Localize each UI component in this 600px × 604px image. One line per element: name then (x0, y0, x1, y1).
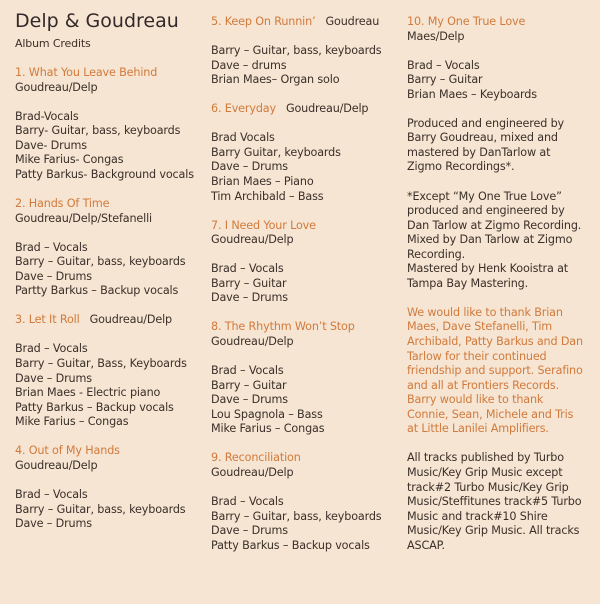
track-credit-block (15, 444, 210, 546)
credit-line: Brad – Vocals (211, 495, 284, 509)
track-title: 4. Out of My Hands (15, 444, 120, 458)
credit-line: Mike Farius – Congas (211, 422, 325, 436)
spacer (15, 226, 210, 241)
note-line: track#2 Turbo Music/Key Grip (407, 480, 569, 494)
credit-line: Brian Maes - Electric piano (15, 386, 161, 400)
track-title: 1. What You Leave Behind (15, 66, 158, 80)
note-line: friendship and support. Serafino (407, 364, 583, 378)
credit-line: Patty Barkus – Backup vocals (15, 400, 174, 414)
spacer (211, 306, 406, 321)
credit-line: Lou Spagnola – Bass (211, 407, 323, 421)
track-credit-block (15, 197, 210, 313)
credit-line: Mike Farius- Congas (15, 153, 124, 167)
note-line: Produced and engineered by (407, 116, 564, 130)
credit-line: Brian Maes – Keyboards (407, 87, 537, 101)
credit-line: Barry – Guitar, bass, keyboards (15, 255, 186, 269)
note-line: Music/Key Grip Music except (407, 465, 563, 479)
note-line: ASCAP. (407, 538, 445, 552)
note-line: Barry would like to thank (407, 393, 544, 407)
track-heading (15, 313, 210, 328)
spacer (407, 553, 600, 568)
track-credit-block (211, 15, 406, 102)
spacer (407, 175, 600, 190)
credit-line: Patty Barkus – Backup vocals (211, 538, 370, 552)
track-title: 7. I Need Your Love (211, 218, 316, 232)
spacer (407, 102, 600, 117)
note-line: *Except “My One True Love” (407, 189, 562, 203)
credit-line: Barry Guitar, keyboards (211, 145, 341, 159)
note-line: Recording. (407, 247, 466, 261)
spacer (211, 204, 406, 219)
track-heading (211, 15, 406, 30)
spacer (407, 291, 600, 306)
spacer (15, 430, 210, 445)
spacer (211, 30, 406, 45)
credit-line: Dave- Drums (15, 138, 87, 152)
track-title: 5. Keep On Runnin’ (211, 15, 316, 28)
track-writers: Goudreau/Delp (211, 335, 294, 349)
note-line: Dan Tarlow at Zigmo Recording. (407, 218, 582, 232)
credit-line: Partty Barkus – Backup vocals (15, 284, 179, 298)
track-credit-block (407, 15, 600, 117)
spacer (211, 248, 406, 263)
credit-line: Patty Barkus- Background vocals (15, 167, 194, 181)
spacer (407, 44, 600, 59)
album-subtitle: Album Credits (15, 37, 91, 50)
credit-line: Brad – Vocals (407, 58, 480, 72)
note-line: and all at Frontiers Records. (407, 378, 559, 392)
note-line: produced and engineered by (407, 204, 565, 218)
note-line: Music/Key Grip Music. All tracks (407, 524, 580, 538)
credit-line: Brian Maes – Piano (211, 175, 314, 189)
spacer (211, 437, 406, 452)
track-writers: Goudreau/Delp/Stefanelli (15, 211, 152, 225)
notes-paragraph (407, 117, 600, 190)
credit-line: Dave – drums (211, 58, 287, 72)
credit-line: Dave – Drums (211, 524, 288, 538)
spacer (211, 117, 406, 132)
track-title: 3. Let It Roll (15, 313, 80, 327)
credit-line: Barry – Guitar, bass, keyboards (211, 509, 382, 523)
track-title: 10. My One True Love (407, 15, 526, 28)
note-line: Archibald, Patty Barkus and Dan (407, 335, 583, 349)
track-credit-block (15, 313, 210, 444)
spacer (15, 95, 210, 110)
note-line: All tracks published by Turbo (407, 451, 564, 465)
credits-column-3 (407, 15, 600, 568)
track-heading (211, 102, 406, 117)
track-credit-block (211, 320, 406, 451)
track-writers: Goudreau/Delp (211, 465, 294, 479)
thanks-paragraph (407, 306, 600, 451)
note-line: Connie, Sean, Michele and Tris (407, 407, 574, 421)
credit-line: Brad – Vocals (15, 240, 88, 254)
note-line: mastered by DanTarlow at (407, 145, 551, 159)
track-title: 8. The Rhythm Won’t Stop (211, 320, 355, 334)
credits-column-1 (15, 10, 210, 546)
credit-line: Brian Maes– Organ solo (211, 73, 340, 87)
spacer (15, 328, 210, 343)
credit-line: Barry – Guitar (407, 73, 483, 87)
track-writers: Goudreau (325, 15, 380, 28)
note-line: Music and track#10 Shire (407, 509, 548, 523)
track-writers: Goudreau/Delp (285, 102, 369, 116)
spacer (15, 299, 210, 314)
track-credit-block (15, 66, 210, 197)
credit-line: Mike Farius – Congas (15, 415, 129, 429)
credit-line: Brad – Vocals (15, 342, 88, 356)
note-line: We would like to thank Brian (407, 305, 563, 319)
note-line: Zigmo Recordings*. (407, 160, 515, 174)
track-writers: Goudreau/Delp (89, 313, 172, 327)
track-credit-block (211, 219, 406, 321)
note-line: Maes, Dave Stefanelli, Tim (407, 320, 553, 334)
spacer (15, 473, 210, 488)
track-credit-block (211, 451, 406, 567)
track-title: 2. Hands Of Time (15, 197, 110, 211)
credit-line: Barry – Guitar (211, 276, 287, 290)
credit-line: Barry – Guitar, bass, keyboards (211, 44, 382, 58)
note-line: at Little Lanilei Amplifiers. (407, 422, 549, 436)
credit-line: Tim Archibald – Bass (211, 189, 324, 203)
credit-line: Barry- Guitar, bass, keyboards (15, 124, 181, 138)
spacer (211, 481, 406, 496)
credit-line: Dave – Drums (15, 269, 92, 283)
track-writers: Goudreau/Delp (211, 233, 294, 247)
credits-column-2 (211, 15, 406, 568)
credit-line: Dave – Drums (15, 517, 92, 531)
note-line: Mastered by Henk Kooistra at (407, 262, 569, 276)
track-writers: Goudreau/Delp (15, 458, 98, 472)
note-line: Music/Steffitunes track#5 Turbo (407, 495, 582, 509)
credit-line: Dave – Drums (211, 160, 288, 174)
album-title: Delp & Goudreau (15, 10, 179, 32)
credit-line: Brad – Vocals (211, 364, 284, 378)
spacer (15, 532, 210, 547)
track-title: 9. Reconciliation (211, 451, 301, 465)
notes-paragraph (407, 190, 600, 306)
spacer (211, 350, 406, 365)
spacer (211, 553, 406, 568)
spacer (211, 88, 406, 103)
note-line: Tampa Bay Mastering. (407, 276, 529, 290)
note-line: Barry Goudreau, mixed and (407, 131, 558, 145)
track-title: 6. Everyday (211, 102, 276, 116)
track-credit-block (211, 102, 406, 218)
credit-line: Barry – Guitar, Bass, Keyboards (15, 357, 187, 371)
note-line: Mixed by Dan Tarlow at Zigmo (407, 233, 573, 247)
spacer (407, 437, 600, 452)
credit-line: Brad Vocals (211, 131, 275, 145)
track-writers: Goudreau/Delp (15, 80, 98, 94)
credit-line: Dave – Drums (211, 393, 288, 407)
credit-line: Dave – Drums (15, 371, 92, 385)
track-writers: Maes/Delp (407, 29, 465, 43)
credit-line: Brad – Vocals (211, 262, 284, 276)
notes-paragraph (407, 451, 600, 567)
credit-line: Barry – Guitar (211, 378, 287, 392)
credit-line: Dave – Drums (211, 291, 288, 305)
spacer (15, 182, 210, 197)
credit-line: Brad-Vocals (15, 109, 79, 123)
credit-line: Barry – Guitar, bass, keyboards (15, 502, 186, 516)
credit-line: Brad – Vocals (15, 487, 88, 501)
note-line: Tarlow for their continued (407, 349, 547, 363)
